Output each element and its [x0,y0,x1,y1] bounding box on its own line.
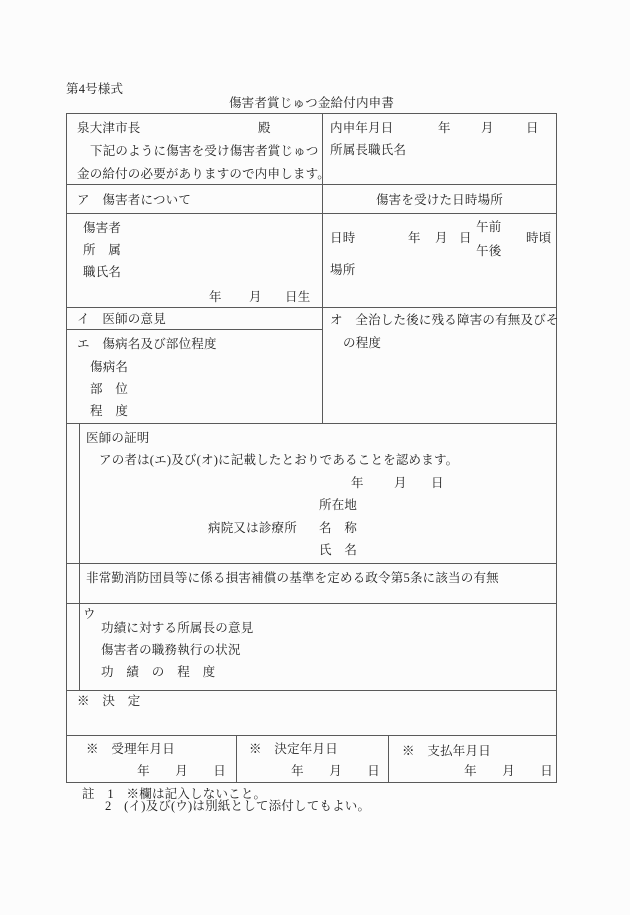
cell-decided-date [237,736,389,782]
incident-day-label: 日 [459,231,472,245]
accepted-date-label: ※ 受理年月日 [86,742,175,756]
section-u-line3: 功 績 の 程 度 [101,665,216,679]
birth-month-label: 月 [249,290,262,304]
hospital-name-label: 名 称 [319,521,358,535]
incident-header: 傷害を受けた日時場所 [375,193,503,207]
section-u-spacer [67,604,80,691]
row-seirei [67,564,556,604]
victim-label: 傷害者 [83,221,122,235]
am-label: 午前 [476,220,502,234]
addressee-body-line1: 下記のように傷害を受け傷害者賞じゅつ [90,144,319,158]
birth-day-label: 日生 [285,290,311,304]
footnote-line2: 2 (イ)及び(ウ)は別紙として添付してもよい。 [105,799,371,813]
section-e-header: エ 傷病名及び部位程度 [77,337,217,351]
cell-section-o [323,308,559,424]
row-section-u [67,604,556,691]
form-title: 傷害者賞じゅつ金給付内申書 [228,96,395,110]
place-label: 場所 [330,263,356,277]
cell-section-a-header [67,185,323,214]
cell-addressee [67,114,331,185]
affiliation-label: 所 属 [83,243,122,257]
cell-section-e [67,330,323,424]
section-o-line2: の程度 [343,336,382,350]
cell-section-i [67,308,323,330]
time-suffix-label: 時頃 [526,231,552,245]
section-u-line1: 功績に対する所属長の意見 [101,621,254,635]
cell-naishin [323,114,556,185]
pm-label: 午後 [476,244,502,258]
naishin-day-label: 日 [526,121,539,135]
cell-paid-date [389,736,556,782]
decided-date-ymd: 年 月 日 [291,764,380,778]
naishin-month-label: 月 [481,121,494,135]
cert-month-label: 月 [394,476,407,490]
cell-incident-header [323,185,556,214]
footnote-line1: 註 1 ※欄は記入しないこと。 [82,787,267,801]
cert-day-label: 日 [431,476,444,490]
mayor-label: 泉大津市長 [77,121,141,135]
row-decision [67,691,556,736]
section-u-label: ウ [83,607,96,621]
form-table [66,113,557,783]
form-number: 第4号様式 [66,82,124,96]
incident-month-label: 月 [435,231,448,245]
body-part-label: 部 位 [90,382,129,396]
doctor-cert-statement: アの者は(エ)及び(オ)に記載したとおりであることを認めます。 [99,453,459,467]
doctor-cert-spacer [67,424,80,564]
cell-victim-info [67,214,323,308]
section-u-line2: 傷害者の職務執行の状況 [101,643,241,657]
incident-year-label: 年 [408,231,421,245]
decision-label: ※ 決 定 [77,694,141,708]
paid-date-label: ※ 支払年月日 [402,744,491,758]
cert-year-label: 年 [351,476,364,490]
seirei-spacer [67,564,80,604]
hospital-label: 病院又は診療所 [208,521,297,535]
addressee-body-line2: 金の給付の必要がありますので内申します。 [77,167,331,181]
row-doctor-cert [67,424,556,564]
accepted-date-ymd: 年 月 日 [137,764,226,778]
name-label: 職氏名 [83,265,122,279]
honorific-label: 殿 [258,121,271,135]
section-o-line1: オ 全治した後に残る障害の有無及びそ [330,313,559,327]
decided-date-label: ※ 決定年月日 [249,742,338,756]
cell-accepted-date [67,736,237,782]
doctor-name-label: 氏 名 [319,543,358,557]
birth-year-label: 年 [209,290,222,304]
doctor-cert-title: 医師の証明 [86,431,150,445]
row-office-dates [67,736,556,782]
section-a-header: ア 傷害者について [77,193,192,207]
cell-incident-detail [323,214,556,308]
degree-label: 程 度 [90,404,129,418]
injury-name-label: 傷病名 [90,360,129,374]
seirei-text: 非常勤消防団員等に係る損害補償の基準を定める政令第5条に該当の有無 [86,571,499,585]
address-label: 所在地 [319,498,358,512]
chief-name-label: 所属長職氏名 [330,143,407,157]
naishin-year-label: 年 [438,121,451,135]
datetime-label: 日時 [330,231,356,245]
naishin-date-label: 内申年月日 [330,121,394,135]
paid-date-ymd: 年 月 日 [464,764,553,778]
section-i-header: イ 医師の意見 [77,312,166,326]
